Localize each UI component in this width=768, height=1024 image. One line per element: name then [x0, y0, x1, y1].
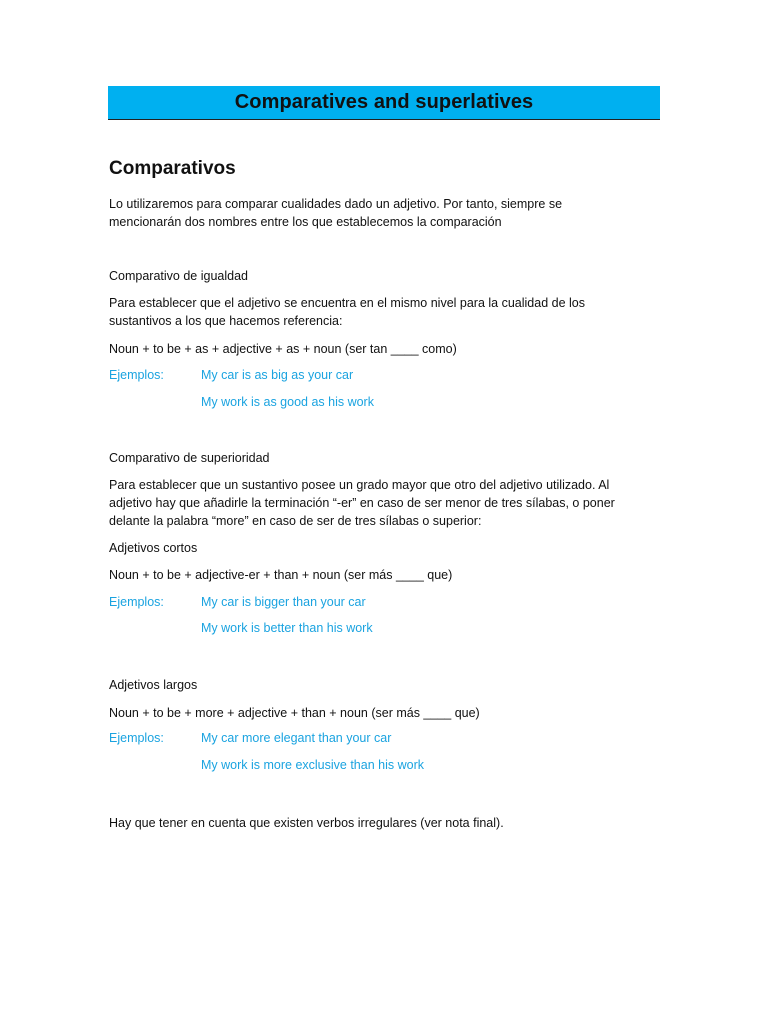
largos-formula: Noun + to be + more + adjective + than + noun (ser más ____ que): [109, 706, 480, 720]
superioridad-desc-line-2: adjetivo hay que añadirle la terminación “-er” en caso de ser menor de tres sílabas, o poner: [109, 496, 615, 510]
superioridad-desc-line-3: delante la palabra “more” en caso de ser de tres sílabas o superior:: [109, 514, 482, 528]
igualdad-desc-line-1: Para establecer que el adjetivo se encuentra en el mismo nivel para la cualidad de los: [109, 296, 585, 310]
largos-heading: Adjetivos largos: [109, 678, 198, 692]
superioridad-desc-line-1: Para establecer que un sustantivo posee un grado mayor que otro del adjetivo utilizado. Al: [109, 478, 610, 492]
igualdad-heading: Comparativo de igualdad: [109, 269, 248, 283]
intro-line-2: mencionarán dos nombres entre los que establecemos la comparación: [109, 215, 502, 229]
cortos-example-row-1: [109, 595, 366, 609]
largos-example-row-1: [109, 731, 391, 745]
igualdad-example-row-1: [109, 368, 353, 382]
igualdad-example-1: My car is as big as your car: [201, 368, 354, 382]
cortos-example-2: My work is better than his work: [201, 621, 373, 635]
footer-note: Hay que tener en cuenta que existen verbos irregulares (ver nota final).: [109, 816, 504, 830]
igualdad-formula: Noun + to be + as + adjective + as + noun (ser tan ____ como): [109, 342, 457, 356]
examples-label: Ejemplos:: [109, 731, 164, 745]
intro-line-1: Lo utilizaremos para comparar cualidades dado un adjetivo. Por tanto, siempre se: [109, 197, 563, 211]
igualdad-desc-line-2: sustantivos a los que hacemos referencia:: [109, 314, 343, 328]
page-title: Comparatives and superlatives: [234, 91, 534, 113]
cortos-formula: Noun + to be + adjective-er + than + noun (ser más ____ que): [109, 568, 453, 582]
igualdad-example-2: My work is as good as his work: [201, 395, 374, 409]
cortos-example-1: My car is bigger than your car: [201, 595, 366, 609]
title-banner: [108, 86, 660, 120]
section-heading: Comparativos: [109, 158, 236, 179]
largos-example-2: My work is more exclusive than his work: [201, 758, 424, 772]
examples-label: Ejemplos:: [109, 595, 164, 609]
cortos-heading: Adjetivos cortos: [109, 541, 198, 555]
superioridad-heading: Comparativo de superioridad: [109, 451, 270, 465]
largos-example-1: My car more elegant than your car: [201, 731, 392, 745]
examples-label: Ejemplos:: [109, 368, 164, 382]
